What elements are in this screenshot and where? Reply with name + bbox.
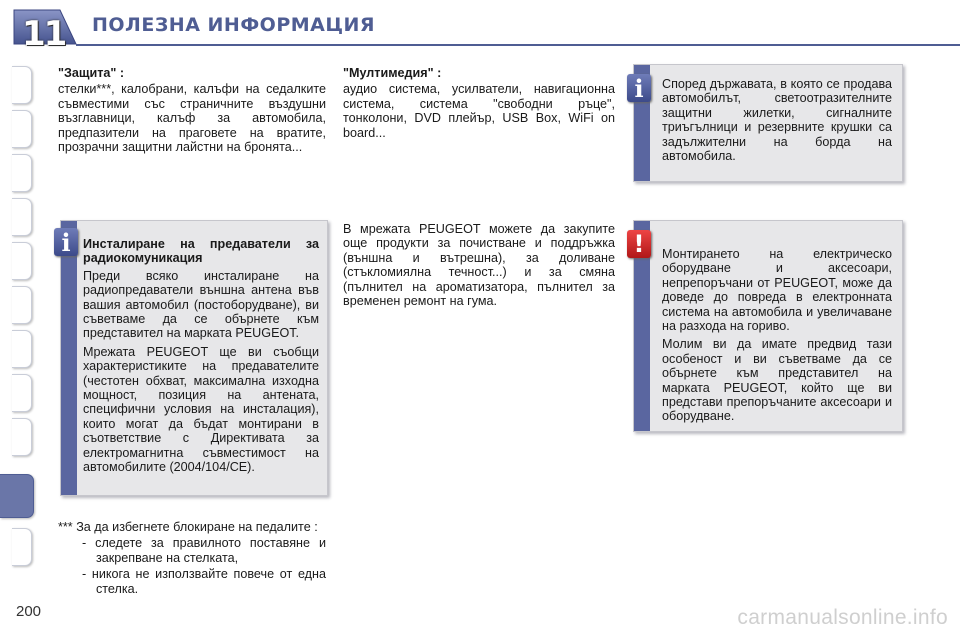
note-accent-bar [61, 221, 77, 495]
chapter-tab[interactable] [12, 242, 32, 280]
warning-note-paragraph: Монтирането на електрическо оборудване и аксесоари, непрепоръчани от PEUGEOT, може да доведе до повреда в електронната система на автомобила и увеличаване на разхода на гориво. [662, 247, 892, 334]
chapter-tab[interactable] [12, 528, 32, 566]
footnote-item: - следете за правилното поставяне и закрепване на стелката, [82, 536, 326, 565]
network-section [343, 222, 615, 311]
multimedia-text: аудио система, усилватели, навигационна система, система "свободни ръце", тонколони, DVD плейър, USB Box, WiFi on board... [343, 82, 615, 140]
chapter-number: 11 [22, 14, 66, 54]
chapter-tab[interactable] [12, 154, 32, 192]
chapter-tab[interactable] [12, 198, 32, 236]
protection-heading: "Защита" : [58, 66, 125, 80]
info-icon: i [627, 74, 651, 102]
chapter-tab-active[interactable] [0, 474, 34, 518]
chapter-tab[interactable] [12, 418, 32, 456]
info-note-radio-heading: Инсталиране на предаватели за радиокомуникация [83, 237, 319, 266]
page-number: 200 [16, 603, 42, 620]
chapter-tab[interactable] [12, 286, 32, 324]
footnote-intro: *** За да избегнете блокиране на педалите : [58, 520, 318, 534]
info-note-equipment [633, 64, 903, 182]
watermark: carmanualsonline.info [737, 606, 948, 629]
protection-section [58, 66, 326, 157]
info-note-radio-paragraph: Преди всяко инсталиране на радиопредаватели външна антена във вашия автомобил (постоборудване), ви съветваме да се обърнете към представител на марката PEUGEOT. [83, 268, 319, 341]
multimedia-heading: "Мултимедия" : [343, 66, 442, 80]
page-title: ПОЛЕЗНА ИНФОРМАЦИЯ [92, 14, 376, 36]
footnote [58, 520, 326, 598]
header-divider [76, 44, 960, 46]
chapter-tab-strip [0, 58, 34, 578]
chapter-tab[interactable] [12, 66, 32, 104]
warning-note [633, 220, 903, 432]
footnote-item: - никога не използвайте повече от една стелка. [82, 567, 326, 596]
warning-icon: ! [627, 230, 651, 258]
multimedia-section [343, 66, 615, 143]
info-note-radio [60, 220, 328, 496]
info-icon: i [54, 228, 78, 256]
info-note-radio-paragraph: Мрежата PEUGEOT ще ви съобщи характеристиките на предавателите (честотен обхват, максимална изходна мощност, позиция на антената, специфични условия на инсталация), които могат да бъдат монтирани в съответствие с Директивата за електромагнитна съвместимост на автомобилите (2004/104/CE). [83, 344, 319, 475]
chapter-badge [12, 8, 78, 54]
warning-note-body [662, 247, 892, 428]
network-text: В мрежата PEUGEOT можете да закупите още продукти за почистване и поддръжка (външна и вътрешна), за доливане (стъкломиялна течност...) и за смяна (пълнител на ароматизатора, пълнител за временен ремонт на гума. [343, 222, 615, 309]
chapter-tab[interactable] [12, 374, 32, 412]
chapter-tab[interactable] [12, 110, 32, 148]
info-note-radio-body [83, 237, 319, 479]
protection-text: стелки***, калобрани, калъфи на седалките съвместими със страничните въздушни възглавници, калъф за автомобила, предпазители на праговете на вратите, прозрачни защитни лайстни на бронята... [58, 82, 326, 155]
info-note-equipment-text: Според държавата, в която се продава автомобилът, светоотразителните защитни жилетки, сигналните триъгълници и резервните крушки са задължителни на борда на автомобила. [662, 77, 892, 164]
warning-note-paragraph: Молим ви да имате предвид тази особеност и ви съветваме да се обърнете към представител на марката PEUGEOT, който ще ви представи препоръчаните аксесоари и оборудване. [662, 337, 892, 424]
chapter-tab[interactable] [12, 330, 32, 368]
info-note-equipment-body [662, 77, 892, 167]
